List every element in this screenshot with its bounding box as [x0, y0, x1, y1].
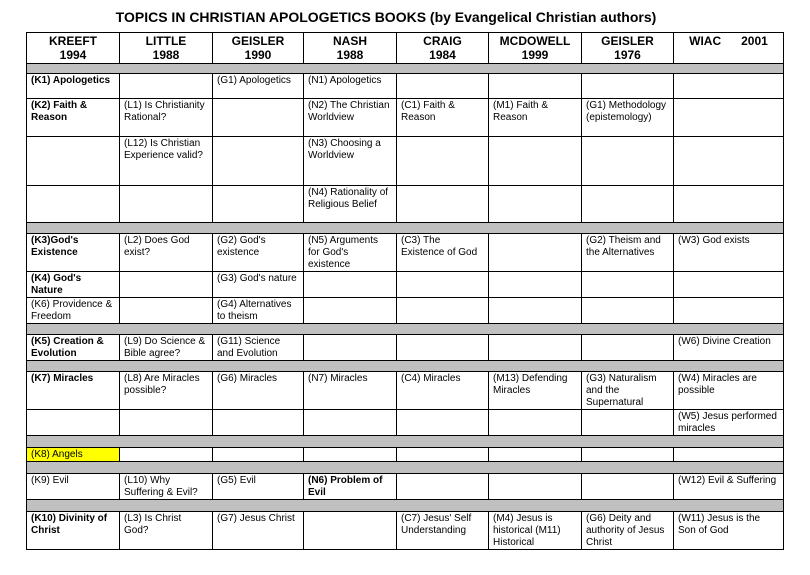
table-cell: [397, 137, 489, 186]
separator-cell: [27, 64, 784, 74]
table-cell: (G5) Evil: [213, 474, 304, 500]
table-cell: [489, 234, 582, 272]
header-author: MCDOWELL: [499, 34, 571, 48]
table-cell: (K7) Miracles: [27, 372, 120, 410]
table-cell: [582, 298, 674, 324]
table-cell: [304, 512, 397, 550]
table-cell: [674, 448, 784, 462]
table-cell: [582, 448, 674, 462]
table-cell: (G4) Alternatives to theism: [213, 298, 304, 324]
table-cell: [304, 298, 397, 324]
table-row: [27, 512, 784, 550]
table-cell: [120, 298, 213, 324]
table-cell: [397, 186, 489, 223]
table-cell: [304, 410, 397, 436]
table-cell: [489, 410, 582, 436]
header-year: 1976: [614, 48, 641, 62]
table-row: [27, 272, 784, 298]
table-cell: [120, 74, 213, 99]
table-cell: (C4) Miracles: [397, 372, 489, 410]
separator-cell: [27, 436, 784, 448]
table-cell: (N2) The Christian Worldview: [304, 99, 397, 137]
table-cell: (L10) Why Suffering & Evil?: [120, 474, 213, 500]
table-cell: [489, 448, 582, 462]
table-cell: (K5) Creation & Evolution: [27, 335, 120, 361]
table-cell: [489, 474, 582, 500]
table-cell: [397, 474, 489, 500]
table-cell: [489, 335, 582, 361]
table-cell: (G6) Deity and authority of Jesus Christ: [582, 512, 674, 550]
table-cell: [582, 186, 674, 223]
table-cell: (L12) Is Christian Experience valid?: [120, 137, 213, 186]
header-year: 1990: [244, 48, 272, 62]
separator-row: [27, 462, 784, 474]
separator-row: [27, 223, 784, 234]
table-row: [27, 448, 784, 462]
table-cell: [27, 410, 120, 436]
table-cell: [489, 137, 582, 186]
header-author: WIAC 2001: [689, 34, 768, 48]
table-cell: [27, 186, 120, 223]
header-author: GEISLER: [231, 34, 285, 48]
table-cell: (G2) God's existence: [213, 234, 304, 272]
separator-cell: [27, 500, 784, 512]
table-cell-highlighted: (K8) Angels: [27, 448, 120, 462]
table-cell: (N1) Apologetics: [304, 74, 397, 99]
header-year: 1988: [336, 48, 364, 62]
table-cell: (G1) Apologetics: [213, 74, 304, 99]
header-kreeft: [27, 33, 120, 64]
table-cell: (G7) Jesus Christ: [213, 512, 304, 550]
table-cell: (C1) Faith & Reason: [397, 99, 489, 137]
header-geisler-1976: [582, 33, 674, 64]
table-cell: [304, 335, 397, 361]
table-cell: (W4) Miracles are possible: [674, 372, 784, 410]
table-cell: (M13) Defending Miracles: [489, 372, 582, 410]
table-cell: [674, 298, 784, 324]
table-cell: [120, 410, 213, 436]
table-cell: (L2) Does God exist?: [120, 234, 213, 272]
topics-table: [26, 32, 784, 550]
table-cell: (L3) Is Christ God?: [120, 512, 213, 550]
header-row: [27, 33, 784, 64]
table-cell: [489, 186, 582, 223]
table-cell: [213, 448, 304, 462]
table-cell: (W3) God exists: [674, 234, 784, 272]
page-title: TOPICS IN CHRISTIAN APOLOGETICS BOOKS (by Evangelical Christian authors): [115, 9, 657, 25]
table-cell: (L9) Do Science & Bible agree?: [120, 335, 213, 361]
table-cell: [674, 74, 784, 99]
separator-row: [27, 436, 784, 448]
table-cell: (K4) God's Nature: [27, 272, 120, 298]
table-cell: (N7) Miracles: [304, 372, 397, 410]
table-row: [27, 298, 784, 324]
table-row: [27, 186, 784, 223]
table-cell: [674, 99, 784, 137]
table-cell: (C7) Jesus' Self Understanding: [397, 512, 489, 550]
separator-cell: [27, 223, 784, 234]
table-cell: [27, 137, 120, 186]
table-row: [27, 137, 784, 186]
table-cell: (K3)God's Existence: [27, 234, 120, 272]
table-cell: (G3) Naturalism and the Supernatural: [582, 372, 674, 410]
table-cell: [397, 272, 489, 298]
table-cell: [120, 448, 213, 462]
table-cell: (G6) Miracles: [213, 372, 304, 410]
table-cell: [120, 272, 213, 298]
table-row: [27, 372, 784, 410]
separator-row: [27, 64, 784, 74]
table-cell: [674, 137, 784, 186]
table-cell: [489, 74, 582, 99]
table-cell: (N4) Rationality of Religious Belief: [304, 186, 397, 223]
table-cell: (K9) Evil: [27, 474, 120, 500]
separator-row: [27, 361, 784, 372]
header-author: GEISLER: [601, 34, 654, 48]
table-cell: [582, 272, 674, 298]
header-nash: [304, 33, 397, 64]
table-cell: (G1) Methodology (epistemology): [582, 99, 674, 137]
table-cell: [397, 74, 489, 99]
separator-row: [27, 500, 784, 512]
table-row: [27, 410, 784, 436]
table-cell: (G11) Science and Evolution: [213, 335, 304, 361]
table-cell: [213, 410, 304, 436]
header-little: [120, 33, 213, 64]
table-cell: (N6) Problem of Evil: [304, 474, 397, 500]
header-author: CRAIG: [423, 34, 462, 48]
separator-row: [27, 324, 784, 335]
table-cell: (N5) Arguments for God's existence: [304, 234, 397, 272]
separator-cell: [27, 324, 784, 335]
table-cell: [582, 137, 674, 186]
table-cell: (K10) Divinity of Christ: [27, 512, 120, 550]
table-row: [27, 99, 784, 137]
table-cell: (K2) Faith & Reason: [27, 99, 120, 137]
table-cell: [582, 410, 674, 436]
table-cell: (L8) Are Miracles possible?: [120, 372, 213, 410]
table-cell: (G3) God's nature: [213, 272, 304, 298]
header-author: KREEFT: [49, 34, 97, 48]
table-cell: [397, 335, 489, 361]
table-cell: [213, 137, 304, 186]
table-cell: [397, 298, 489, 324]
table-cell: [674, 272, 784, 298]
header-craig: [397, 33, 489, 64]
header-year: 1984: [429, 48, 456, 62]
table-cell: (N3) Choosing a Worldview: [304, 137, 397, 186]
table-cell: [582, 74, 674, 99]
header-author: LITTLE: [145, 34, 187, 48]
table-cell: [489, 298, 582, 324]
table-row: [27, 234, 784, 272]
table-cell: (W12) Evil & Suffering: [674, 474, 784, 500]
header-author: NASH: [332, 34, 367, 48]
table-cell: (G2) Theism and the Alternatives: [582, 234, 674, 272]
table-cell: [674, 186, 784, 223]
header-wiac: [674, 33, 784, 64]
table-cell: (W6) Divine Creation: [674, 335, 784, 361]
table-cell: (L1) Is Christianity Rational?: [120, 99, 213, 137]
table-cell: [397, 410, 489, 436]
table-cell: (W11) Jesus is the Son of God: [674, 512, 784, 550]
table-cell: [213, 186, 304, 223]
table-cell: [304, 448, 397, 462]
separator-cell: [27, 361, 784, 372]
header-geisler-1990: [213, 33, 304, 64]
header-year: 1994: [59, 48, 87, 62]
table-cell: (M4) Jesus is historical (M11) Historical: [489, 512, 582, 550]
table-cell: (M1) Faith & Reason: [489, 99, 582, 137]
table-cell: [120, 186, 213, 223]
table-cell: [304, 272, 397, 298]
table-cell: (K1) Apologetics: [27, 74, 120, 99]
table-cell: [582, 335, 674, 361]
table-row: [27, 474, 784, 500]
table-cell: [489, 272, 582, 298]
header-year: 1999: [521, 48, 549, 62]
table-row: [27, 335, 784, 361]
header-year: 1988: [152, 48, 180, 62]
table-cell: (K6) Providence & Freedom: [27, 298, 120, 324]
table-cell: [213, 99, 304, 137]
table-cell: [397, 448, 489, 462]
table-cell: [582, 474, 674, 500]
separator-cell: [27, 462, 784, 474]
header-mcdowell: [489, 33, 582, 64]
table-cell: (W5) Jesus performed miracles: [674, 410, 784, 436]
table-row: [27, 74, 784, 99]
table-cell: (C3) The Existence of God: [397, 234, 489, 272]
